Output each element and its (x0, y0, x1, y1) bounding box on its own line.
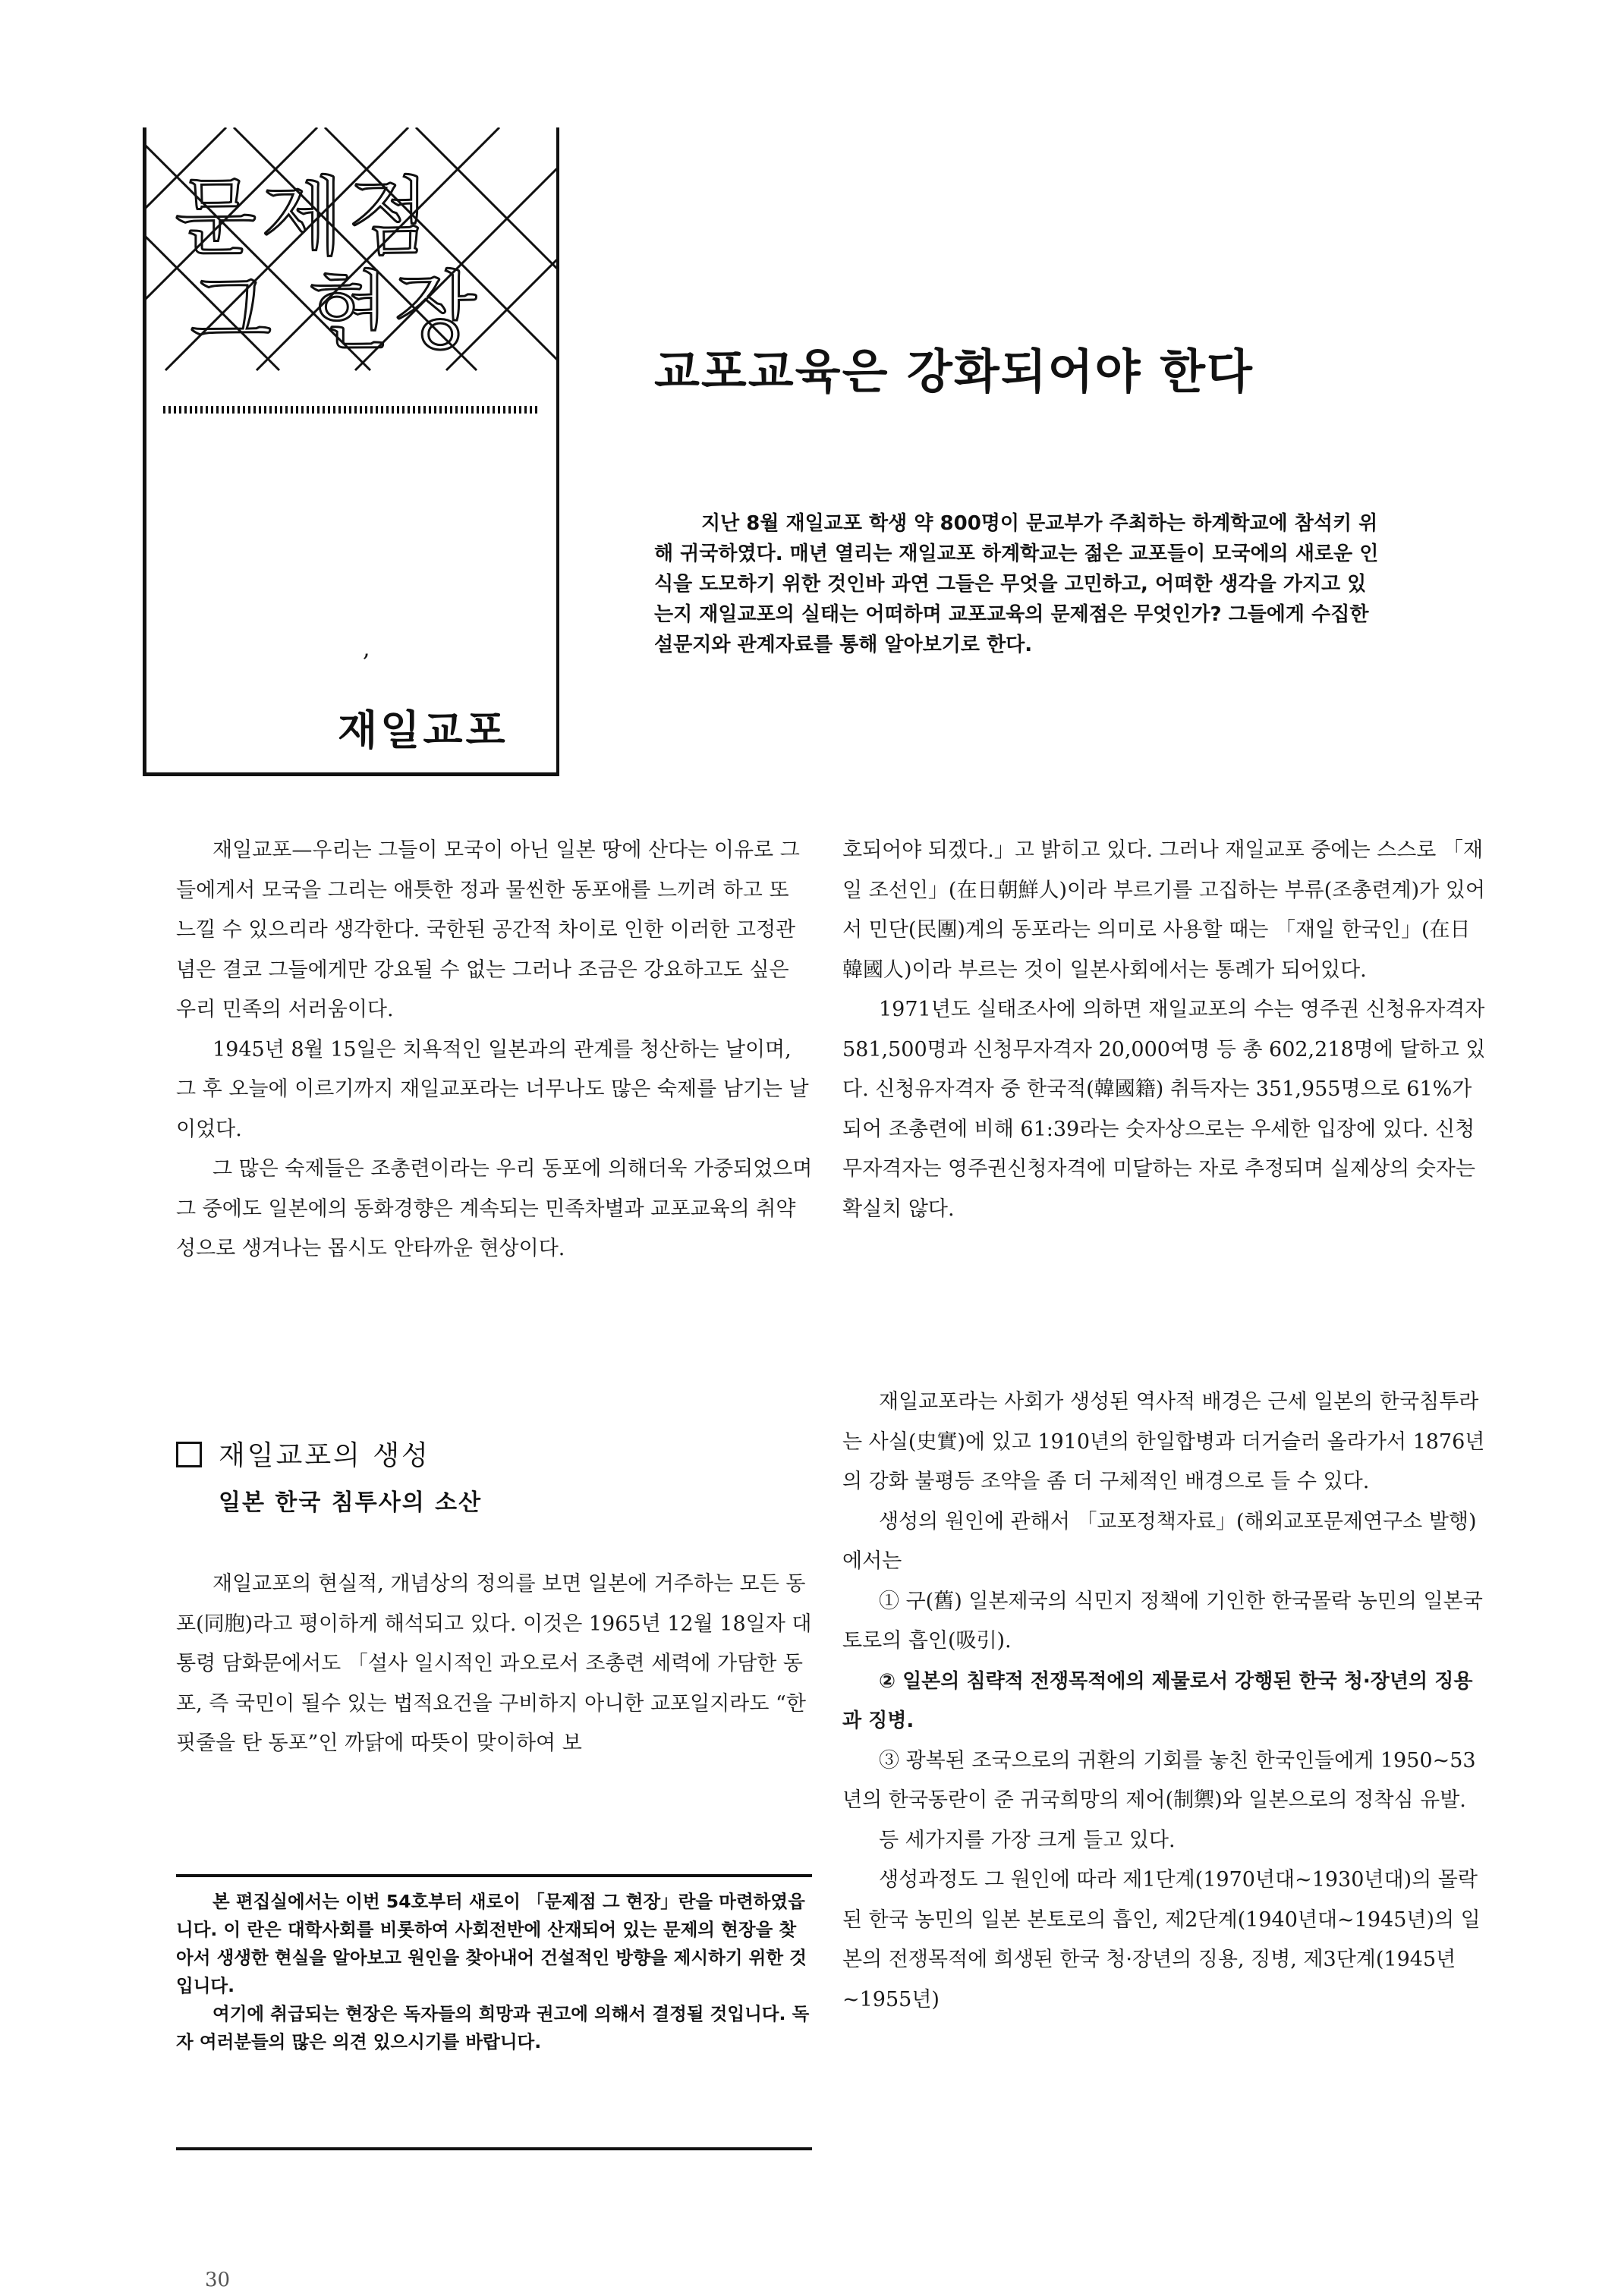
banner-title (175, 168, 539, 361)
column-2-bottom (842, 1382, 1486, 2020)
banner-tick-mark: , (363, 636, 370, 662)
banner-subtitle: 재일교포 (338, 706, 508, 754)
paragraph: 재일교포의 현실적, 개념상의 정의를 보면 일본에 거주하는 모든 동포(同胞)라고 평이하게 해석되고 있다. 이것은 1965년 12월 18일자 대통령 담화문에서도 「설사 일시적인 과오로서 조총련 세력에 가담한 동포, 즉 국민이 될수 있는 법적요건을 구비하지 아니한 교포일지라도 “한핏줄을 탄 동포”인 까닭에 따뜻이 맞이하여 보 (176, 1572, 812, 1755)
lead-text: 지난 8월 재일교포 학생 약 800명이 문교부가 주최하는 하계학교에 참석키 위해 귀국하였다. 매년 열리는 재일교포 하계학교는 젊은 교포들이 모국에의 새로운 인식을 도모하기 위한 것인바 과연 그들은 무엇을 고민하고, 어떠한 생각을 가지고 있는지 재일교포의 실태는 어떠하며 교포교육의 문제점은 무엇인가? 그들에게 수집한 설문지와 관계자료를 통해 알아보기로 한다. (654, 512, 1379, 656)
column-1-section (176, 1565, 814, 1764)
column-2-top (842, 831, 1486, 1229)
list-item: ② 일본의 침략적 전쟁목적에의 제물로서 강행된 한국 청·장년의 징용과 징병. (842, 1669, 1473, 1732)
banner-dotted-rule (163, 406, 539, 414)
paragraph: 1945년 8월 15일은 치욕적인 일본과의 관계를 청산하는 날이며, 그 후 오늘에 이르기까지 재일교포라는 너무나도 많은 숙제를 남기는 날이었다. (176, 1037, 809, 1141)
notice-top-rule (176, 1874, 812, 1877)
paragraph: 재일교포라는 사회가 생성된 역사적 배경은 근세 일본의 한국침투라는 사실(史實)에 있고 1910년의 한일합병과 더거슬러 올라가서 1876년의 강화 불평등 조약을 좀 더 구체적인 배경으로 들 수 있다. (842, 1390, 1485, 1493)
editorial-notice (176, 1888, 812, 2056)
paragraph: 생성의 원인에 관해서 「교포정책자료」(해외교포문제연구소 발행)에서는 (842, 1509, 1477, 1573)
page-title: 교포교육은 강화되어야 한다 (654, 344, 1254, 399)
section-subtitle: 일본 한국 침투사의 소산 (219, 1489, 483, 1516)
page-number: 30 (205, 2269, 231, 2291)
lead-paragraph (654, 508, 1383, 660)
paragraph: 호되어야 되겠다.」고 밝히고 있다. 그러나 재일교포 중에는 스스로 「재일 조선인」(在日朝鮮人)이라 부르기를 고집하는 부류(조총련계)가 있어서 민단(民團)계의 동포라는 의미로 사용할 때는 「재일 한국인」(在日韓國人)이라 부르는 것이 일본사회에서는 통례가 되어있다. (842, 838, 1485, 982)
list-item: ③ 광복된 조국으로의 귀환의 기회를 놓친 한국인들에게 1950~53년의 한국동란이 준 귀국희망의 제어(制禦)와 일본으로의 정착심 유발. (842, 1748, 1476, 1812)
section-checkbox-icon (176, 1442, 202, 1467)
paragraph: 생성과정도 그 원인에 따라 제1단계(1970년대~1930년대)의 몰락된 한국 농민의 일본 본토로의 흡인, 제2단계(1940년대~1945년)의 일본의 전쟁목적에 희생된 한국 청·장년의 징용, 징병, 제3단계(1945년~1955년) (842, 1868, 1481, 2011)
banner-title-line2: 그 현장 (190, 263, 482, 361)
paragraph: 등 세가지를 가장 크게 들고 있다. (879, 1828, 1176, 1852)
paragraph: 그 많은 숙제들은 조총련이라는 우리 동포에 의해더욱 가중되었으며 그 중에도 일본에의 동화경향은 계속되는 민족차별과 교포교육의 취약성으로 생겨나는 몹시도 안타까운 현상이다. (176, 1157, 813, 1260)
section-title: 재일교포의 생성 (219, 1440, 430, 1471)
banner-title-line1: 문제점 (175, 168, 435, 267)
notice-paragraph: 본 편집실에서는 이번 54호부터 새로이 「문제점 그 현장」란을 마련하였읍니다. 이 란은 대학사회를 비롯하여 사회전반에 산재되어 있는 문제의 현장을 찾아서 생생한 현실을 알아보고 원인을 찾아내어 건설적인 방향을 제시하기 위한 것입니다. (176, 1891, 807, 1996)
notice-bottom-rule (176, 2147, 812, 2150)
list-item: ① 구(舊) 일본제국의 식민지 정책에 기인한 한국몰락 농민의 일본국토로의 흡인(吸引). (842, 1589, 1483, 1653)
paragraph: 1971년도 실태조사에 의하면 재일교포의 수는 영주권 신청유자격자 581,500명과 신청무자격자 20,000여명 등 총 602,218명에 달하고 있다. 신청유자격자 중 한국적(韓國籍) 취득자는 351,955명으로 61%가 되어 조총련에 비해 61:39라는 숫자상으로는 우세한 입장에 있다. 신청무자격자는 영주권신청자격에 미달하는 자로 추정되며 실제상의 숫자는 확실치 않다. (842, 998, 1486, 1221)
paragraph: 재일교포—우리는 그들이 모국이 아닌 일본 땅에 산다는 이유로 그들에게서 모국을 그리는 애틋한 정과 물씬한 동포애를 느끼려 하고 또 느낄 수 있으리라 생각한다. 국한된 공간적 차이로 인한 이러한 고정관념은 결코 그들에게만 강요될 수 없는 그러나 조금은 강요하고도 싶은 우리 민족의 서러움이다. (176, 838, 800, 1021)
notice-paragraph: 여기에 취급되는 현장은 독자들의 희망과 권고에 의해서 결정될 것입니다. 독자 여러분들의 많은 의견 있으시기를 바랍니다. (176, 2003, 810, 2052)
column-1-intro (176, 831, 814, 1269)
